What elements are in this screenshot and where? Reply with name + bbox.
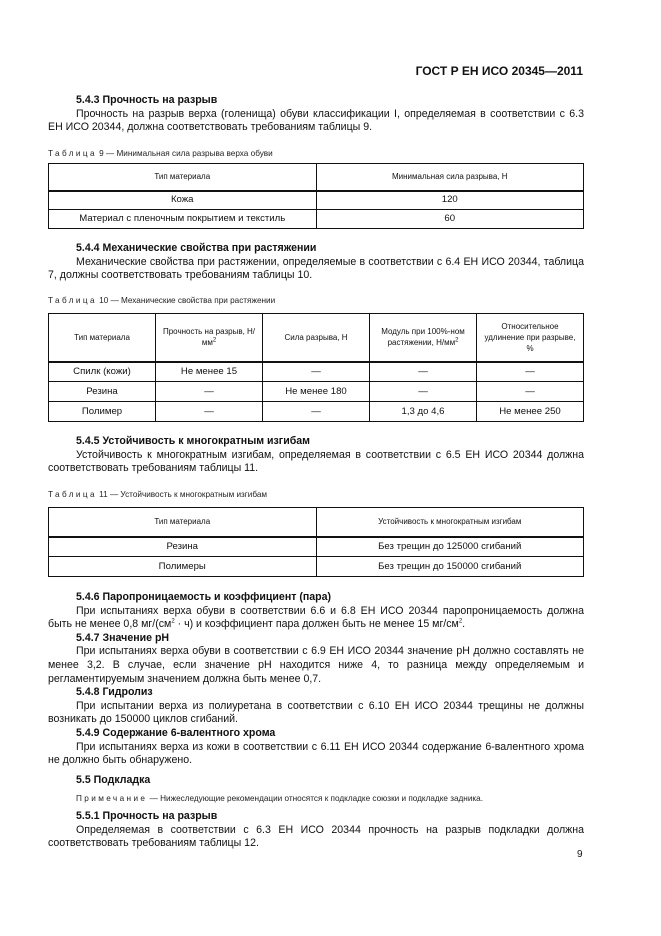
cell: 120 <box>316 191 584 210</box>
cell: Не менее 180 <box>263 382 370 402</box>
table-row <box>49 191 584 210</box>
cell: — <box>263 362 370 382</box>
column-header: Устойчивость к многократным изгибам <box>316 508 584 537</box>
column-header: Относительное удлинение при разрыве, % <box>477 314 584 362</box>
cell: — <box>370 362 477 382</box>
section-5-4-4 <box>48 242 584 283</box>
caption-text: 11 — Устойчивость к многократным изгибам <box>96 490 268 499</box>
paragraph: Устойчивость к многократным изгибам, определяемая в соответствии с 6.5 ЕН ИСО 20344 должна соответствовать требованиям таблицы 11. <box>48 448 584 475</box>
text: . <box>462 618 466 631</box>
cell: Полимер <box>49 402 156 422</box>
document-id: ГОСТ Р ЕН ИСО 20345—2011 <box>415 64 583 78</box>
note <box>48 792 584 806</box>
paragraph: При испытании верха из полиуретана в соответствии с 6.10 ЕН ИСО 20344 трещины не должны возникать до 150000 циклов сгибаний. <box>48 699 584 726</box>
cell: Не менее 15 <box>156 362 263 382</box>
paragraph <box>48 605 584 632</box>
section-5-4-5 <box>48 435 584 476</box>
superscript: 2 <box>212 337 217 344</box>
column-header: Тип материала <box>49 164 317 191</box>
table-10 <box>48 313 584 422</box>
section-title: 5.4.8 Гидролиз <box>76 686 153 699</box>
paragraph: Механические свойства при растяжении, определяемые в соответствии с 6.4 ЕН ИСО 20344, таблица 7, должны соответствовать требованиям таблицы 10. <box>48 255 584 282</box>
superscript: 2 <box>455 337 459 344</box>
caption-label: Таблица <box>48 490 97 499</box>
cell: 1,3 до 4,6 <box>370 402 477 422</box>
caption-label: Таблица <box>48 296 97 305</box>
note-label: Примечание <box>76 794 148 804</box>
column-header: Минимальная сила разрыва, Н <box>316 164 584 191</box>
column-header: Сила разрыва, Н <box>263 314 370 362</box>
paragraph: При испытаниях верха обуви в соответствии с 6.9 ЕН ИСО 20344 значение pH должно составлять не менее 3,2. В случае, если значение pH находится ниже 4, то разница между определяемым и регламентируемым значением должна быть менее 0,7. <box>48 645 584 685</box>
table-9-caption <box>48 147 584 161</box>
paragraph: При испытаниях верха из кожи в соответствии с 6.11 ЕН ИСО 20344 содержание 6-валентного хрома не должно быть обнаружено. <box>48 740 584 767</box>
table-row <box>49 557 584 577</box>
cell: — <box>263 402 370 422</box>
column-header: Тип материала <box>49 314 156 362</box>
cell: — <box>156 382 263 402</box>
table-row <box>49 402 584 422</box>
note-text: — Нижеследующие рекомендации относятся к подкладке союзки и подкладке задника. <box>147 794 483 804</box>
cell: Без трещин до 125000 сгибаний <box>316 537 584 557</box>
section-title: 5.4.4 Механические свойства при растяжении <box>76 242 317 254</box>
header-text: Модуль при 100%-ном растяжении, Н/мм <box>381 327 465 348</box>
text: · ч) и коэффициент пара должен быть не менее 15 мг/см <box>174 618 459 631</box>
cell: Резина <box>49 382 156 402</box>
cell: — <box>477 382 584 402</box>
table-10-caption <box>48 294 584 308</box>
column-header: Тип материала <box>49 508 317 537</box>
caption-label: Таблица <box>48 149 97 158</box>
cell: — <box>370 382 477 402</box>
cell: Спилк (кожи) <box>49 362 156 382</box>
section-title: 5.5.1 Прочность на разрыв <box>76 809 218 822</box>
superscript: 2 <box>458 618 463 625</box>
caption-text: 9 — Минимальная сила разрыва верха обуви <box>96 149 273 158</box>
section-title: 5.4.7 Значение pH <box>76 631 170 644</box>
cell: 60 <box>316 210 584 229</box>
section-5-4-3 <box>48 94 584 135</box>
section-title: 5.5 Подкладка <box>76 773 151 786</box>
header-text: Прочность на разрыв, Н/мм <box>162 327 256 348</box>
cell: Кожа <box>49 191 317 210</box>
cell: Резина <box>49 537 317 557</box>
table-row <box>49 210 584 229</box>
section-title: 5.4.3 Прочность на разрыв <box>76 94 218 106</box>
cell: — <box>156 402 263 422</box>
section-title: 5.4.9 Содержание 6-валентного хрома <box>76 726 276 739</box>
section-title: 5.4.5 Устойчивость к многократным изгибам <box>76 435 311 447</box>
table-9 <box>48 163 584 229</box>
paragraph: Прочность на разрыв верха (голенища) обуви классификации I, определяемая в соответствии с 6.3 ЕН ИСО 20344, должна соответствовать требованиям таблицы 9. <box>48 107 584 134</box>
table-row <box>49 537 584 557</box>
table-row <box>49 362 584 382</box>
page-number: 9 <box>577 849 583 860</box>
column-header <box>156 314 263 362</box>
text: При испытаниях верха обуви в соответствии 6.6 и 6.8 ЕН ИСО 20344 паропроницаемость должна быть не менее 0,8 мг/(см <box>48 604 584 631</box>
table-11-caption <box>48 488 584 502</box>
table-row <box>49 382 584 402</box>
cell: — <box>477 362 584 382</box>
table-11 <box>48 507 584 577</box>
cell: Полимеры <box>49 557 317 577</box>
cell: Без трещин до 150000 сгибаний <box>316 557 584 577</box>
cell: Не менее 250 <box>477 402 584 422</box>
column-header <box>370 314 477 362</box>
cell: Материал с пленочным покрытием и текстиль <box>49 210 317 229</box>
caption-text: 10 — Механические свойства при растяжении <box>96 296 276 305</box>
sections-5-4-6-to-5-5-1 <box>48 591 584 851</box>
superscript: 2 <box>171 618 175 625</box>
section-title: 5.4.6 Паропроницаемость и коэффициент (пара) <box>76 591 332 603</box>
paragraph: Определяемая в соответствии с 6.3 ЕН ИСО 20344 прочность на разрыв подкладки должна соответствовать требованиям таблицы 12. <box>48 823 584 850</box>
